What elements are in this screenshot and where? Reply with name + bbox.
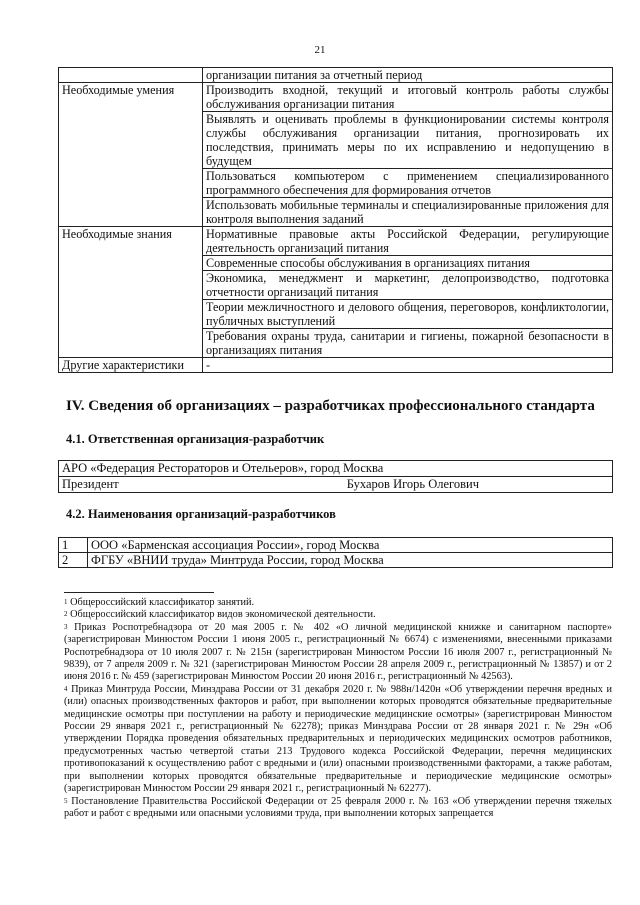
footnote [64, 796, 612, 821]
developers-table [58, 537, 613, 568]
table-row [59, 553, 613, 568]
developers-heading: 4.2. Наименования организаций-разработчиков [66, 507, 336, 521]
developer-name: ФГБУ «ВНИИ труда» Минтруда России, город Москва [88, 553, 613, 568]
skills-table [58, 67, 613, 373]
row-label [59, 68, 203, 83]
row-value: Требования охраны труда, санитарии и гигиены, пожарной безопасности в организациях питания [203, 329, 613, 358]
row-value: - [203, 358, 613, 373]
footnote [64, 622, 612, 684]
footnotes [64, 597, 612, 820]
row-value: Производить входной, текущий и итоговый контроль работы службы обслуживания организации питания [203, 83, 613, 112]
footnote [64, 597, 612, 609]
row-value: Пользоваться компьютером с применением специализированного программного обеспечения для формирования отчетов [203, 169, 613, 198]
row-label-skills: Необходимые умения [59, 83, 203, 227]
table-row [59, 227, 613, 256]
footnote-mark: 1 [64, 598, 68, 606]
footnote-text: Общероссийский классификатор видов экономической деятельности. [70, 609, 376, 621]
row-value: Современные способы обслуживания в организациях питания [203, 256, 613, 271]
footnote [64, 684, 612, 796]
organization-name: АРО «Федерация Рестораторов и Отельеров», город Москва [59, 461, 613, 477]
table-row [59, 477, 613, 493]
footnote-divider [64, 592, 214, 593]
footnote-text: Общероссийский классификатор занятий. [70, 597, 255, 608]
footnote-text: Постановление Правительства Российской Федерации от 25 февраля 2000 г. № 163 «Об утверждении перечня тяжелых работ и работ с вредными или опасными условиями труда, при выполнении которых запрещается [64, 795, 612, 819]
footnote-mark: 3 [64, 622, 68, 631]
row-label-other: Другие характеристики [59, 358, 203, 373]
table-row [59, 461, 613, 477]
table-row [59, 68, 613, 83]
table-row [59, 83, 613, 112]
row-value: Теории межличностного и делового общения, переговоров, конфликтологии, публичных выступлений [203, 300, 613, 329]
row-label-knowledge: Необходимые знания [59, 227, 203, 358]
row-value: Выявлять и оценивать проблемы в функционировании системы контроля службы обслуживания организации питания, прогнозировать их последствия, принимать меры по их исправлению и недопущению в будущем [203, 112, 613, 169]
footnote-mark: 2 [64, 610, 68, 619]
row-value: Экономика, менеджмент и маркетинг, делопроизводство, подготовка отчетности организаций питания [203, 271, 613, 300]
section-title: IV. Сведения об организациях – разработчиках профессионального стандарта [66, 398, 595, 414]
footnote-text: Приказ Роспотребнадзора от 20 мая 2005 г. № 402 «О личной медицинской книжке и санитарном паспорте» (зарегистрирован Минюстом России 1 июня 2005 г., регистрационный № 6674) с изменениями, внесенными приказами Роспотребнадзора от 10 июля 2007 г. № 215н (зарегистрирован Минюстом России 16 июля 2007 г., регистрационный № 9839), от 7 апреля 2009 г. № 321 (зарегистрирован Минюстом России 28 апреля 2009 г., регистрационный № 13857) и от 2 июня 2016 г. № 459 (зарегистрирован Минюстом России 20 июня 2016 г., регистрационный № 42563). [64, 621, 613, 683]
row-value: организации питания за отчетный период [203, 68, 613, 83]
row-value: Нормативные правовые акты Российской Федерации, регулирующие деятельность организаций питания [203, 227, 613, 256]
footnote-mark: 4 [64, 684, 68, 693]
position-label: Президент [62, 477, 119, 491]
responsible-table [58, 460, 613, 493]
page-number: 21 [314, 44, 326, 56]
table-row [59, 538, 613, 553]
footnote-text: Приказ Минтруда России, Минздрава России от 31 декабря 2020 г. № 988н/1420н «Об утверждении перечня вредных и (или) опасных производственных факторов и работ, при выполнении которых проводятся обязательные предварительные медицинские осмотры при поступлении на работу и периодические медицинские осмотры» (зарегистрирован Минюстом России 29 января 2021 г., регистрационный № 62278); приказ Минздрава России от 28 января 2021 г. № 29н «Об утверждении Порядка проведения обязательных предварительных и периодических медицинских осмотров работников, предусмотренных частью четвертой статьи 213 Трудового кодекса Российской Федерации, перечня медицинских противопоказаний к осуществлению работ с вредными и (или) опасными производственными факторами, а также работам, при выполнении которых проводятся обязательные предварительные и периодические медицинские осмотры» (зарегистрирован Минюстом России 29 января 2021 г., регистрационный № 62277). [64, 683, 613, 795]
responsible-heading: 4.1. Ответственная организация-разработчик [66, 432, 325, 446]
footnote [64, 609, 612, 621]
footnote-mark: 5 [64, 796, 68, 805]
developer-name: ООО «Барменская ассоциация России», город Москва [88, 538, 613, 553]
row-number: 1 [59, 538, 88, 553]
table-row [59, 358, 613, 373]
row-value: Использовать мобильные терминалы и специализированные приложения для контроля выполнения заданий [203, 198, 613, 227]
person-name: Бухаров Игорь Олегович [346, 477, 479, 491]
row-number: 2 [59, 553, 88, 568]
